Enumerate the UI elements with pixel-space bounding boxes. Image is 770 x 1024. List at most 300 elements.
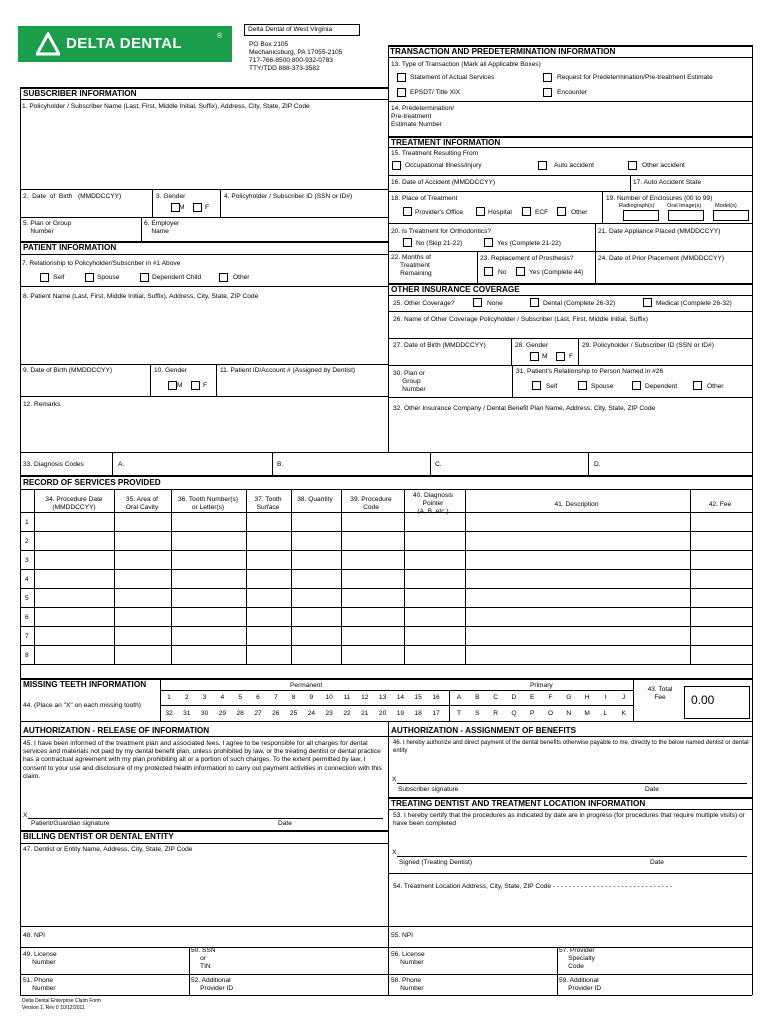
rule: [595, 223, 596, 251]
field-patient-name[interactable]: 8. Patient Name (Last, First, Middle Initial, Suffix), Address, City, State, ZIP Code: [23, 293, 259, 300]
field-subscriber-dob[interactable]: 2. Date of Birth (MMDDCCYY): [23, 193, 122, 200]
coverage-none-checkbox[interactable]: [473, 298, 482, 307]
providers-office-checkbox[interactable]: [403, 207, 412, 216]
rule: [150, 364, 151, 396]
dentist-date-label: Date: [650, 859, 664, 866]
company-name: Delta Dental of West Virginia: [248, 26, 333, 33]
rel-other-checkbox[interactable]: [219, 273, 228, 282]
field-place-of-treatment: 18. Place of Treatment: [391, 195, 458, 202]
field-other-plan-group[interactable]: 30. Plan or Group Number: [393, 370, 426, 394]
service-row-number: 3: [25, 557, 29, 564]
coverage-medical-label: Medical (Complete 26-32): [656, 300, 732, 307]
field-prior-placement[interactable]: 24. Date of Prior Placement (MMDDCCYY): [598, 255, 725, 262]
field-billing-additional-id[interactable]: 52. Additional Provider ID: [191, 977, 234, 993]
subscriber-signature-line[interactable]: [397, 783, 747, 784]
ortho-yes-checkbox[interactable]: [484, 238, 493, 247]
tooth-C[interactable]: C: [493, 694, 498, 701]
rule: [388, 223, 752, 224]
tooth-G[interactable]: G: [566, 694, 572, 701]
service-row-line: [20, 531, 752, 532]
field-replacement: 23. Replacement of Prosthesis?: [480, 255, 574, 262]
other-accident-checkbox[interactable]: [628, 161, 637, 170]
rule: [189, 947, 190, 995]
other-rel-self-label: Self: [546, 383, 558, 390]
service-col-line: [341, 489, 342, 664]
field-patient-account[interactable]: 11. Patient ID/Account # (Assigned by Dentist): [220, 367, 356, 374]
field-subscriber-id[interactable]: 4. Policyholder / Subscriber ID (SSN or ID#): [224, 193, 353, 200]
field-orthodontics: 20. Is Treatment for Orthodontics?: [391, 228, 492, 235]
tooth-31[interactable]: 31: [183, 710, 191, 717]
delta-triangle-icon: [36, 32, 60, 56]
dentist-signature-x: X: [392, 849, 397, 856]
rel-other-label: Other: [233, 274, 250, 281]
rel-self-label: Self: [53, 274, 65, 281]
rule: [220, 189, 221, 217]
diagnosis-c[interactable]: C.: [435, 461, 442, 468]
service-col-line: [465, 489, 466, 664]
auto-accident-label: Auto accident: [554, 162, 594, 169]
service-col-line: [404, 489, 405, 664]
rule: [595, 251, 596, 283]
primary-label: Primary: [530, 682, 553, 689]
replacement-yes-checkbox[interactable]: [516, 267, 525, 276]
tooth-26[interactable]: 26: [272, 710, 280, 717]
tooth-24[interactable]: 24: [307, 710, 316, 717]
tooth-27[interactable]: 27: [254, 710, 262, 717]
auth-release-text: 45. I have been informed of the treatment plan and associated fees. I agree to be responsible for all charges for dental services and materials not paid by my dental benefit plan, unless prohibited by law, or the treating dentist or dental practice has a contractual agreement with my plan prohibiting all or a portion of such charges. To the extent permitted by law, I consent to your use and disclosure of my protected health information to carry out payment activities in connection with this claim.: [23, 740, 382, 780]
tooth-3[interactable]: 3: [202, 694, 207, 701]
rule: [512, 365, 513, 397]
tooth-21[interactable]: 21: [361, 710, 369, 717]
rule: [160, 690, 633, 691]
patient-gender-f-checkbox[interactable]: [191, 381, 200, 390]
rule: [588, 452, 589, 475]
tooth-F[interactable]: F: [548, 694, 553, 701]
field-accident-date[interactable]: 16. Date of Accident (MMDDCCYY): [391, 179, 496, 186]
field-treatment-resulting: 15. Treatment Resulting From: [391, 150, 479, 157]
field-months-remaining[interactable]: 22. Months of Treatment Remaining: [391, 254, 432, 278]
field-billing-ssn-tin[interactable]: 50. SSN or TIN: [191, 947, 216, 971]
tooth-17[interactable]: 17: [432, 710, 440, 717]
rule: [511, 338, 512, 365]
address-line2: Mechanicsburg, PA 17055-2105: [249, 49, 343, 56]
service-row-number: 1: [25, 519, 29, 526]
replacement-no-label: No: [498, 269, 507, 276]
tooth-19[interactable]: 19: [396, 710, 405, 717]
rule: [20, 736, 388, 737]
oral-images-input[interactable]: [668, 210, 704, 221]
rel-spouse-checkbox[interactable]: [85, 273, 94, 282]
field-specialty-code[interactable]: 57. Provider Specialty Code: [559, 947, 595, 971]
models-input[interactable]: [713, 210, 749, 221]
gender-m-label: M: [179, 204, 185, 211]
ortho-no-label: No (Skip 21-22): [416, 240, 463, 247]
place-other-checkbox[interactable]: [557, 207, 566, 216]
tooth-B[interactable]: B: [475, 694, 480, 701]
field-other-subscriber-id[interactable]: 29. Policyholder / Subscriber ID (SSN or ID#): [582, 342, 714, 349]
missing-teeth-instruction: 44. (Place an "X" on each missing tooth): [23, 702, 141, 709]
rule: [20, 926, 752, 927]
rule: [388, 251, 752, 252]
tooth-L[interactable]: L: [603, 710, 608, 717]
service-row-line: [20, 607, 752, 608]
encounter-checkbox[interactable]: [543, 88, 552, 97]
encounter-label: Encounter: [557, 89, 588, 96]
tooth-22[interactable]: 22: [343, 710, 351, 717]
field-patient-gender: 10. Gender: [154, 367, 187, 374]
footer-version: Version 1, Rev 0 10/12/2011: [22, 1005, 85, 1011]
field-plan-group[interactable]: 5. Plan or Group Number: [23, 220, 72, 236]
service-row-number: 8: [25, 652, 29, 659]
tooth-I[interactable]: I: [604, 694, 607, 701]
col-procedure-code: 39. Procedure Code: [350, 496, 392, 512]
rule: [388, 45, 389, 452]
gender-m-label: M: [177, 382, 183, 389]
tooth-6[interactable]: 6: [256, 694, 260, 701]
field-billing-npi[interactable]: 48. NPI: [23, 932, 45, 939]
rule: [112, 452, 113, 475]
tooth-H[interactable]: H: [584, 694, 590, 701]
other-gender-f-checkbox[interactable]: [556, 352, 565, 361]
tooth-P[interactable]: P: [529, 710, 535, 717]
service-row-line: [20, 626, 752, 627]
tooth-Q[interactable]: Q: [511, 710, 517, 717]
service-row-line: [20, 664, 752, 665]
field-patient-dob[interactable]: 9. Date of Birth (MMDDCCYY): [23, 367, 113, 374]
tooth-25[interactable]: 25: [289, 710, 298, 717]
tooth-J[interactable]: J: [622, 694, 626, 701]
auth-assign-text: 46. I hereby authorize and direct payment of the dental benefits otherwise payable to me, directly to the below named dentist or dental entity: [393, 740, 749, 754]
tooth-29[interactable]: 29: [218, 710, 227, 717]
rule: [388, 809, 752, 810]
other-insurance-title: OTHER INSURANCE COVERAGE: [391, 285, 520, 294]
tooth-1[interactable]: 1: [167, 694, 171, 701]
subscriber-title: SUBSCRIBER INFORMATION: [23, 89, 137, 98]
rule: [630, 175, 631, 191]
logo-registered-mark: ®: [217, 33, 223, 40]
tooth-R[interactable]: R: [493, 710, 498, 717]
tooth-T[interactable]: T: [456, 710, 462, 717]
rule: [160, 705, 633, 706]
col-tooth-surface: 37. Tooth Surface: [254, 496, 282, 512]
rule: [388, 365, 752, 366]
rel-dependent-checkbox[interactable]: [140, 273, 149, 282]
rule: [20, 189, 388, 190]
col-quantity: 38. Quantity: [297, 496, 333, 503]
footer-form-name: Delta Dental Enterprise Claim Form: [22, 998, 101, 1004]
rule: [388, 147, 752, 148]
subscriber-signature-label: Subscriber signature: [398, 786, 459, 793]
diagnosis-a[interactable]: A.: [118, 461, 125, 468]
tooth-9[interactable]: 9: [309, 694, 314, 701]
rule: [20, 721, 752, 722]
field-other-coverage: 25. Other Coverage?: [393, 300, 455, 307]
field-treatment-location[interactable]: 54. Treatment Location Address, City, State, ZIP Code - - - - - - - - - - - - - - - - - - - - - - - - - - - - - -: [393, 883, 672, 890]
rule: [141, 217, 142, 241]
rule: [477, 251, 478, 283]
rule: [578, 338, 579, 365]
rule: [20, 286, 388, 287]
tooth-10[interactable]: 10: [325, 694, 333, 701]
field-treating-license[interactable]: 56. License Number: [391, 951, 425, 967]
tooth-7[interactable]: 7: [273, 694, 278, 701]
rule: [20, 452, 752, 453]
service-row-line: [20, 645, 752, 646]
rule: [388, 721, 389, 995]
rule: [388, 57, 752, 58]
patient-signature-label: Patient/Guardian signature: [31, 820, 110, 827]
rule: [449, 690, 450, 721]
tooth-14[interactable]: 14: [396, 694, 405, 701]
tooth-30[interactable]: 30: [200, 710, 209, 717]
other-rel-dependent-label: Dependent: [645, 383, 678, 390]
rule: [20, 254, 388, 255]
rule: [216, 364, 217, 396]
other-rel-spouse-checkbox[interactable]: [578, 381, 587, 390]
tooth-O[interactable]: O: [547, 710, 554, 717]
gender-f-label: F: [203, 382, 208, 389]
patient-signature-line[interactable]: [28, 818, 383, 819]
gender-f-label: F: [205, 204, 210, 211]
rule: [20, 489, 752, 490]
col-description: 41. Description: [554, 501, 599, 508]
delta-dental-logo: [18, 26, 232, 62]
tooth-23[interactable]: 23: [325, 710, 333, 717]
rule: [20, 512, 752, 513]
permanent-label: Permanent: [290, 682, 323, 689]
service-row-number: 6: [25, 614, 29, 621]
tooth-M[interactable]: M: [584, 710, 590, 717]
radiographs-input[interactable]: [623, 210, 659, 221]
rule: [272, 452, 273, 475]
tooth-11[interactable]: 11: [343, 694, 351, 701]
tooth-13[interactable]: 13: [378, 694, 387, 701]
field-subscriber-gender: 3. Gender: [156, 193, 186, 200]
patient-date-label: Date: [278, 820, 292, 827]
gender-f-label: F: [569, 353, 574, 360]
patient-title: PATIENT INFORMATION: [23, 243, 117, 252]
field-other-dob[interactable]: 27. Date of Birth (MMDDCCYY): [393, 342, 486, 349]
other-rel-dependent-checkbox[interactable]: [632, 381, 641, 390]
diagnosis-d[interactable]: D.: [594, 461, 601, 468]
tooth-8[interactable]: 8: [291, 694, 296, 701]
replacement-no-checkbox[interactable]: [484, 267, 493, 276]
field-treating-additional-id[interactable]: 59. Additional Provider ID: [559, 977, 602, 993]
service-col-line: [690, 489, 691, 664]
other-accident-label: Other accident: [642, 162, 685, 169]
service-row-number: 4: [25, 576, 29, 583]
rule: [430, 452, 431, 475]
service-row-number: 2: [25, 538, 29, 545]
rule: [152, 189, 153, 217]
rule: [20, 396, 388, 397]
service-row-line: [20, 569, 752, 570]
total-fee-label: 43. Total Fee: [647, 686, 673, 702]
rel-self-checkbox[interactable]: [40, 273, 49, 282]
field-accident-state[interactable]: 17. Auto Accident State: [633, 179, 702, 186]
logo-text: DELTA DENTAL: [66, 35, 182, 52]
models-label: Model(s): [715, 203, 737, 209]
address-line1: PO Box 2105: [249, 41, 289, 48]
service-row-number: 5: [25, 595, 29, 602]
field-treating-npi[interactable]: 55. NPI: [391, 932, 413, 939]
col-tooth-numbers: 36. Tooth Number(s) or Letter(s): [178, 496, 238, 512]
subscriber-gender-f-checkbox[interactable]: [193, 203, 202, 212]
rule: [20, 947, 752, 948]
hospital-label: Hospital: [488, 209, 512, 216]
rule: [388, 736, 752, 737]
subscriber-date-label: Date: [645, 786, 659, 793]
occupational-checkbox[interactable]: [392, 161, 401, 170]
transaction-question: 13. Type of Transaction (Mark all Applicable Boxes): [391, 61, 541, 68]
epsdt-checkbox[interactable]: [397, 88, 406, 97]
request-predet-checkbox[interactable]: [543, 73, 552, 82]
field-appliance-date[interactable]: 21. Date Appliance Placed (MMDDCCYY): [598, 228, 721, 235]
field-employer[interactable]: 6. Employer Name: [144, 220, 180, 236]
ortho-yes-label: Yes (Complete 21-22): [497, 240, 561, 247]
tooth-20[interactable]: 20: [378, 710, 387, 717]
dentist-signature-line[interactable]: [397, 856, 747, 857]
auth-release-title: AUTHORIZATION - RELEASE OF INFORMATION: [23, 726, 210, 735]
other-rel-other-label: Other: [707, 383, 724, 390]
tooth-28[interactable]: 28: [236, 710, 244, 717]
epsdt-label: EPSDT/ Title XIX: [410, 89, 461, 96]
request-predet-label: Request for Predetermination/Pre-treatment Estimate: [557, 74, 713, 81]
rule: [20, 974, 752, 975]
rule: [388, 338, 752, 339]
col-procedure-date: 34. Procedure Date (MMDDCCYY): [45, 496, 103, 512]
tooth-S[interactable]: S: [475, 710, 480, 717]
dentist-signature-label: Signed (Treating Dentist): [399, 859, 473, 866]
other-rel-spouse-label: Spouse: [591, 383, 614, 390]
ortho-no-checkbox[interactable]: [403, 238, 412, 247]
rule: [633, 678, 634, 721]
coverage-dental-label: Dental (Complete 26-32): [543, 300, 616, 307]
rule: [388, 311, 752, 312]
rule: [388, 397, 752, 398]
tty-number: TTY/TDD 888-373-3582: [249, 65, 320, 72]
field-remarks[interactable]: 12. Remarks: [23, 401, 61, 408]
other-rel-other-checkbox[interactable]: [693, 381, 702, 390]
service-col-line: [171, 489, 172, 664]
rule: [20, 452, 21, 995]
rule: [602, 191, 603, 223]
field-enclosures: 19. Number of Enclosures (00 to 99): [606, 195, 713, 202]
field-relationship: 7. Relationship to Policyholder/Subscriber in #1 Above: [22, 260, 181, 267]
auto-accident-checkbox[interactable]: [538, 161, 547, 170]
field-other-relationship: 31. Patient's Relationship to Person Named in #26: [516, 368, 664, 375]
tooth-N[interactable]: N: [566, 710, 572, 717]
coverage-none-label: None: [487, 300, 503, 307]
services-title: RECORD OF SERVICES PROVIDED: [23, 478, 161, 487]
tooth-D[interactable]: D: [511, 694, 517, 701]
tooth-5[interactable]: 5: [238, 694, 243, 701]
rule: [20, 843, 388, 844]
rule: [752, 452, 753, 995]
field-billing-phone[interactable]: 51. Phone Number: [23, 977, 56, 993]
rule: [20, 364, 388, 365]
tooth-15[interactable]: 15: [414, 694, 422, 701]
treatment-title: TREATMENT INFORMATION: [391, 138, 501, 147]
rule: [388, 873, 752, 874]
total-fee-value: 0.00: [691, 693, 715, 707]
diagnosis-b[interactable]: B.: [277, 461, 284, 468]
oral-images-label: Oral Image(s): [667, 203, 702, 209]
tooth-18[interactable]: 18: [414, 710, 422, 717]
rule: [752, 45, 753, 452]
rule: [20, 475, 752, 477]
service-row-line: [20, 588, 752, 589]
field-billing-entity[interactable]: 47. Dentist or Entity Name, Address, City, State, ZIP Code: [23, 846, 193, 853]
occupational-label: Occupational Illness/injury: [405, 162, 482, 169]
tooth-16[interactable]: 16: [432, 694, 440, 701]
tooth-E[interactable]: E: [529, 694, 535, 701]
service-col-line: [246, 489, 247, 664]
ecf-checkbox[interactable]: [522, 207, 531, 216]
coverage-medical-checkbox[interactable]: [643, 298, 652, 307]
phone-numbers: 717-766-8500 800-932-0783: [249, 57, 333, 64]
tooth-A[interactable]: A: [456, 694, 462, 701]
field-other-gender: 28. Gender: [515, 342, 548, 349]
auth-assign-title: AUTHORIZATION - ASSIGNMENT OF BENEFITS: [391, 726, 577, 735]
col-fee: 42. Fee: [708, 501, 732, 508]
other-gender-m-checkbox[interactable]: [530, 352, 539, 361]
treating-title: TREATING DENTIST AND TREATMENT LOCATION INFORMATION: [391, 799, 646, 808]
rule: [557, 947, 558, 995]
field-other-insurance-company[interactable]: 32. Other Insurance Company / Dental Benefit Plan Name, Address, City, State, ZIP Code: [393, 405, 656, 412]
tooth-2[interactable]: 2: [184, 694, 189, 701]
rule: [388, 101, 752, 102]
field-billing-license[interactable]: 49. License Number: [23, 951, 57, 967]
providers-office-label: Provider's Office: [415, 209, 464, 216]
col-area-oral-cavity: 35. Area of Oral Cavity: [125, 496, 159, 512]
patient-gender-m-checkbox[interactable]: [168, 381, 177, 390]
rule: [20, 99, 388, 100]
replacement-yes-label: Yes (Complete 44): [529, 269, 584, 276]
statement-actual-checkbox[interactable]: [397, 73, 406, 82]
service-col-line: [114, 489, 115, 664]
billing-title: BILLING DENTIST OR DENTAL ENTITY: [23, 832, 174, 841]
field-treating-phone[interactable]: 58. Phone Number: [391, 977, 424, 993]
rule: [20, 995, 752, 996]
transaction-title: TRANSACTION AND PREDETERMINATION INFORMATION: [390, 47, 616, 56]
rel-dependent-label: Dependent Child: [152, 274, 202, 281]
service-col-line: [34, 489, 35, 664]
tooth-32[interactable]: 32: [165, 710, 173, 717]
service-row-line: [20, 550, 752, 551]
other-rel-self-checkbox[interactable]: [532, 381, 541, 390]
missing-teeth-title: MISSING TEETH INFORMATION: [23, 680, 147, 689]
rule: [20, 217, 388, 218]
field-subscriber-name[interactable]: 1. Policyholder / Subscriber Name (Last, First, Middle Initial, Suffix), Address, City, State, ZIP Code: [22, 103, 310, 110]
hospital-checkbox[interactable]: [476, 207, 485, 216]
rule: [388, 295, 752, 296]
predetermination-number-label: 14. Predetermination/ Pre-treatment Estimate Number: [391, 105, 455, 129]
tooth-K[interactable]: K: [621, 710, 626, 717]
rel-spouse-label: Spouse: [97, 274, 120, 281]
coverage-dental-checkbox[interactable]: [530, 298, 539, 307]
radiographs-label: Radiograph(s): [619, 203, 655, 209]
tooth-4[interactable]: 4: [220, 694, 225, 701]
statement-actual-label: Statement of Actual Services: [410, 74, 495, 81]
tooth-12[interactable]: 12: [361, 694, 369, 701]
field-other-policyholder[interactable]: 26. Name of Other Coverage Policyholder / Subscriber (Last, First, Middle Initial, Suffix): [393, 316, 648, 323]
rule: [388, 191, 752, 192]
subscriber-signature-x: X: [392, 776, 397, 783]
service-col-line: [291, 489, 292, 664]
gender-m-label: M: [542, 353, 548, 360]
patient-signature-x: X: [23, 812, 28, 819]
